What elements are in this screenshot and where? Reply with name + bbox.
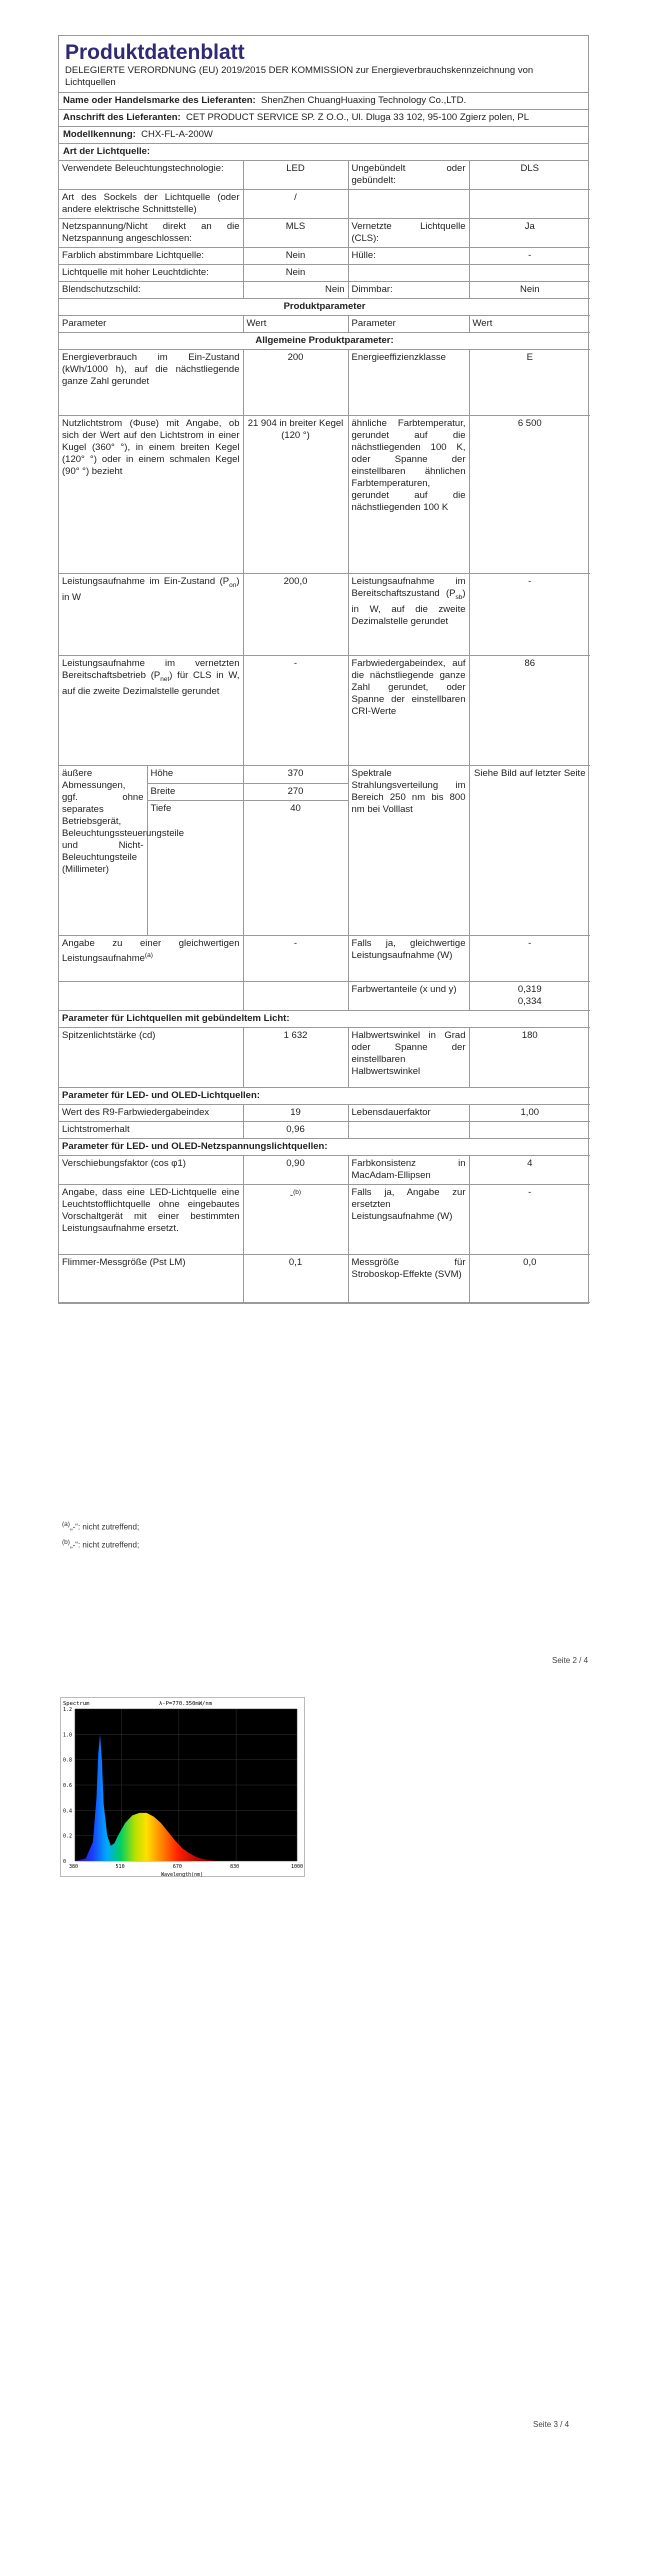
cap-value: / <box>243 190 348 219</box>
pon-value: 200,0 <box>243 574 348 656</box>
psb-label-end: ) in W, auf die zweite Dezimalstelle gerundet <box>351 588 466 627</box>
cls-value: Ja <box>469 219 590 248</box>
dim-value: 270 <box>243 783 348 801</box>
spd-value: Siehe Bild auf letzter Seite <box>469 766 590 936</box>
y-tick-label: 0 <box>63 1859 67 1865</box>
equiv-value: - <box>243 936 348 982</box>
shift-value: 0,90 <box>243 1156 348 1185</box>
empty-cell <box>469 190 590 219</box>
supplier-name-value: ShenZhen ChuangHuaxing Technology Co.,LTD. <box>261 95 467 106</box>
table-row <box>59 1088 590 1105</box>
table-row <box>59 1255 590 1303</box>
cap-label: Art des Sockels der Lichtquelle (oder andere elektrische Schnittstelle) <box>59 190 243 219</box>
table-row <box>59 350 590 416</box>
table-row <box>59 1156 590 1185</box>
chroma-label: Farbwertanteile (x und y) <box>348 982 469 1011</box>
flux-value: 21 904 in breiter Kegel (120 °) <box>243 416 348 574</box>
pnet-label-text: Leistungsaufnahme im vernetzten Bereitschaftsbetrieb (P <box>62 658 240 681</box>
peak-value: 1 632 <box>243 1028 348 1088</box>
table-row <box>59 656 590 766</box>
page-number: Seite 3 / 4 <box>533 2420 570 2429</box>
empty-cell <box>348 265 469 282</box>
dim-name: Tiefe <box>147 801 243 936</box>
spectrum-chart <box>60 1697 305 1877</box>
table-row <box>59 219 590 248</box>
dim-name: Höhe <box>147 766 243 784</box>
table-row <box>59 936 590 982</box>
pon-label-sub: on <box>229 581 237 589</box>
led-heading: Parameter für LED- und OLED-Lichtquellen: <box>59 1088 590 1105</box>
consistency-label: Farbkonsistenz in MacAdam-Ellipsen <box>348 1156 469 1185</box>
x-tick-label: 830 <box>230 1864 240 1870</box>
y-tick-label: 0.4 <box>63 1808 73 1815</box>
supplier-name-row <box>59 93 588 110</box>
page-title: Produktdatenblatt <box>65 41 245 64</box>
chroma-x: 0,319 <box>517 984 542 995</box>
mains-heading: Parameter für LED- und OLED-Netzspannungslichtquellen: <box>59 1139 590 1156</box>
replace-value-text: - <box>289 1190 294 1202</box>
table-row <box>59 1011 590 1028</box>
replace-value <box>243 1185 348 1255</box>
col-value-header: Wert <box>469 316 590 333</box>
y-tick-label: 1.2 <box>63 1707 73 1713</box>
footnote-b-mark: (b) <box>62 1539 70 1546</box>
cri-value: 86 <box>469 656 590 766</box>
flicker-label: Flimmer-Messgröße (Pst LM) <box>59 1255 243 1303</box>
chroma-values <box>469 982 590 1011</box>
equiv-label-text: Angabe zu einer gleichwertigen Leistungsaufnahme <box>62 938 240 965</box>
x-tick-label: 1000 <box>291 1864 304 1870</box>
strobo-label: Messgröße für Stroboskop-Effekte (SVM) <box>348 1255 469 1303</box>
dimmable-label: Dimmbar: <box>348 282 469 299</box>
general-heading: Allgemeine Produktparameter: <box>59 333 590 350</box>
col-param-header: Parameter <box>348 316 469 333</box>
replace2-value: - <box>469 1185 590 1255</box>
flux-label: Nutzlichtstrom (Φuse) mit Angabe, ob sich der Wert auf den Lichtstrom in einer Kugel (360° °), in einem breiten Kegel (120° °) oder in einem schmalen Kegel (90° °) bezieht <box>59 416 243 574</box>
life-label: Lebensdauerfaktor <box>348 1105 469 1122</box>
tech-value: LED <box>243 161 348 190</box>
table-row <box>59 416 590 574</box>
tunable-label: Farblich abstimmbare Lichtquelle: <box>59 248 243 265</box>
y-tick-label: 0.6 <box>63 1783 73 1789</box>
footnote-b-text: „-“: nicht zutreffend; <box>69 1540 140 1550</box>
light-type-heading: Art der Lichtquelle: <box>63 146 151 157</box>
pnet-label-sub: net <box>160 675 170 683</box>
flicker-value: 0,1 <box>243 1255 348 1303</box>
psb-label-sub: sb <box>455 593 463 601</box>
tunable-value: Nein <box>243 248 348 265</box>
footnote-a <box>62 1519 139 1533</box>
replace2-label: Falls ja, Angabe zur ersetzten Leistungsaufnahme (W) <box>348 1185 469 1255</box>
footnote-b <box>62 1537 139 1551</box>
params-heading: Produktparameter <box>59 299 590 316</box>
glare-value: Nein <box>243 282 348 299</box>
peak-label: Spitzenlichtstärke (cd) <box>59 1028 243 1088</box>
empty-cell <box>59 982 243 1011</box>
pon-label <box>59 574 243 656</box>
glare-label: Blendschutzschild: <box>59 282 243 299</box>
footnote-b-ref: (b) <box>293 1189 302 1196</box>
table-row <box>59 982 590 1011</box>
r9-label: Wert des R9-Farbwiedergabeindex <box>59 1105 243 1122</box>
table-row <box>59 316 590 333</box>
replace-label: Angabe, dass eine LED-Lichtquelle eine Leuchtstofflichtquelle ohne eingebautes Vorschaltgerät mit einer bestimmten Leistungsaufnahme ersetzt. <box>59 1185 243 1255</box>
consistency-value: 4 <box>469 1156 590 1185</box>
table-row <box>59 1139 590 1156</box>
psb-label-text: Leistungsaufnahme im Bereitschaftszustand (P <box>351 576 466 599</box>
cls-label: Vernetzte Lichtquelle (CLS): <box>348 219 469 248</box>
psb-value: - <box>469 574 590 656</box>
supplier-name-label: Name oder Handelsmarke des Lieferanten: <box>63 95 256 106</box>
spectrum-svg <box>61 1698 306 1878</box>
class-label: Energieeffizienzklasse <box>348 350 469 416</box>
equiv2-value: - <box>469 936 590 982</box>
supplier-address-label: Anschrift des Lieferanten: <box>63 112 181 123</box>
dim-value: 40 <box>243 801 348 936</box>
envelope-label: Hülle: <box>348 248 469 265</box>
energy-label: Energieverbrauch im Ein-Zustand (kWh/1000 h), auf die nächstliegende ganze Zahl gerundet <box>59 350 243 416</box>
empty-cell <box>348 1122 469 1139</box>
tech-label: Verwendete Beleuchtungstechnologie: <box>59 161 243 190</box>
dim-name: Breite <box>147 783 243 801</box>
col-value-header: Wert <box>243 316 348 333</box>
equiv-label <box>59 936 243 982</box>
title-block <box>59 36 588 93</box>
table-row <box>59 282 590 299</box>
table-row <box>59 248 590 265</box>
x-axis-label: Wavelength(nm) <box>161 1872 204 1878</box>
equiv2-label: Falls ja, gleichwertige Leistungsaufnahme (W) <box>348 936 469 982</box>
col-param-header: Parameter <box>59 316 243 333</box>
table-row <box>59 1105 590 1122</box>
empty-cell <box>469 1122 590 1139</box>
life-value: 1,00 <box>469 1105 590 1122</box>
chroma-y: 0,334 <box>517 996 542 1007</box>
supplier-address-value: CET PRODUCT SERVICE SP. Z O.O., Ul. Dluga 33 102, 95-100 Zgierz polen, PL <box>186 112 530 123</box>
maint-label: Lichtstromerhalt <box>59 1122 243 1139</box>
empty-cell <box>348 190 469 219</box>
table-row <box>59 1122 590 1139</box>
maint-value: 0,96 <box>243 1122 348 1139</box>
cri-label: Farbwiedergabeindex, auf die nächstliegende ganze Zahl gerundet, oder Spanne der einstellbaren CRI-Werte <box>348 656 469 766</box>
light-type-table <box>59 161 590 299</box>
r9-value: 19 <box>243 1105 348 1122</box>
chart-title: Spectrum <box>63 1701 90 1707</box>
cct-label: ähnliche Farbtemperatur, gerundet auf die nächstliegenden 100 K, oder Spanne der einstellbaren ähnlichen Farbtemperaturen, gerundet auf die nächstliegenden 100 K <box>348 416 469 574</box>
pnet-label-end: ) für CLS in W, auf die zweite Dezimalstelle gerundet <box>62 670 240 697</box>
dim-value: 370 <box>243 766 348 784</box>
cct-value: 6 500 <box>469 416 590 574</box>
mains-label: Netzspannung/Nicht direkt an die Netzspannung angeschlossen: <box>59 219 243 248</box>
directional-heading: Parameter für Lichtquellen mit gebündeltem Licht: <box>59 1011 590 1028</box>
pnet-label <box>59 656 243 766</box>
x-tick-label: 380 <box>69 1864 79 1870</box>
psb-label <box>348 574 469 656</box>
pnet-value: - <box>243 656 348 766</box>
supplier-address-row <box>59 110 588 127</box>
class-value: E <box>469 350 590 416</box>
hl-value: Nein <box>243 265 348 282</box>
mains-value: MLS <box>243 219 348 248</box>
table-row <box>59 574 590 656</box>
page-number: Seite 2 / 4 <box>552 1656 589 1665</box>
datasheet <box>58 35 589 1304</box>
table-row <box>59 190 590 219</box>
dims-label: äußere Abmessungen, ggf. ohne separates Betriebsgerät, Beleuchtungssteuerungsteile und Nicht-Beleuchtungsteile (Millimeter) <box>59 766 147 936</box>
y-tick-label: 0.8 <box>63 1757 73 1764</box>
pon-label-end: ) in W <box>62 576 240 603</box>
footnote-a-text: „-“: nicht zutreffend; <box>69 1522 140 1532</box>
model-label: Modellkennung: <box>63 129 136 140</box>
energy-value: 200 <box>243 350 348 416</box>
model-value: CHX-FL-A-200W <box>141 129 213 140</box>
empty-cell <box>243 982 348 1011</box>
light-type-heading-row <box>59 144 588 161</box>
shift-label: Verschiebungsfaktor (cos φ1) <box>59 1156 243 1185</box>
x-tick-label: 670 <box>172 1864 182 1870</box>
footnote-a-mark: (a) <box>62 1521 70 1528</box>
dimmable-value: Nein <box>469 282 590 299</box>
x-tick-label: 510 <box>115 1864 125 1870</box>
footnote-a-ref: (a) <box>144 952 153 959</box>
chart-header: λ-P=770.350mW/nm <box>159 1701 212 1707</box>
y-tick-label: 0.2 <box>63 1833 73 1840</box>
table-row <box>59 265 590 282</box>
directional-value: DLS <box>469 161 590 190</box>
empty-cell <box>469 265 590 282</box>
table-row <box>59 766 590 784</box>
beam-label: Halbwertswinkel in Grad oder Spanne der einstellbaren Halbwertswinkel <box>348 1028 469 1088</box>
pon-label-text: Leistungsaufnahme im Ein-Zustand (P <box>62 576 230 587</box>
table-row <box>59 299 590 316</box>
directional-label: Ungebündelt oder gebündelt: <box>348 161 469 190</box>
envelope-value: - <box>469 248 590 265</box>
strobo-value: 0,0 <box>469 1255 590 1303</box>
model-row <box>59 127 588 144</box>
params-table <box>59 299 590 1303</box>
table-row <box>59 1185 590 1255</box>
table-row <box>59 333 590 350</box>
spd-label: Spektrale Strahlungsverteilung im Bereich 250 nm bis 800 nm bei Volllast <box>348 766 469 936</box>
hl-label: Lichtquelle mit hoher Leuchtdichte: <box>59 265 243 282</box>
regulation-subtitle: DELEGIERTE VERORDNUNG (EU) 2019/2015 DER KOMMISSION zur Energieverbrauchskennzeichnung von Lichtquellen <box>65 65 534 88</box>
y-tick-label: 1.0 <box>63 1732 73 1739</box>
table-row <box>59 161 590 190</box>
table-row <box>59 1028 590 1088</box>
beam-value: 180 <box>469 1028 590 1088</box>
